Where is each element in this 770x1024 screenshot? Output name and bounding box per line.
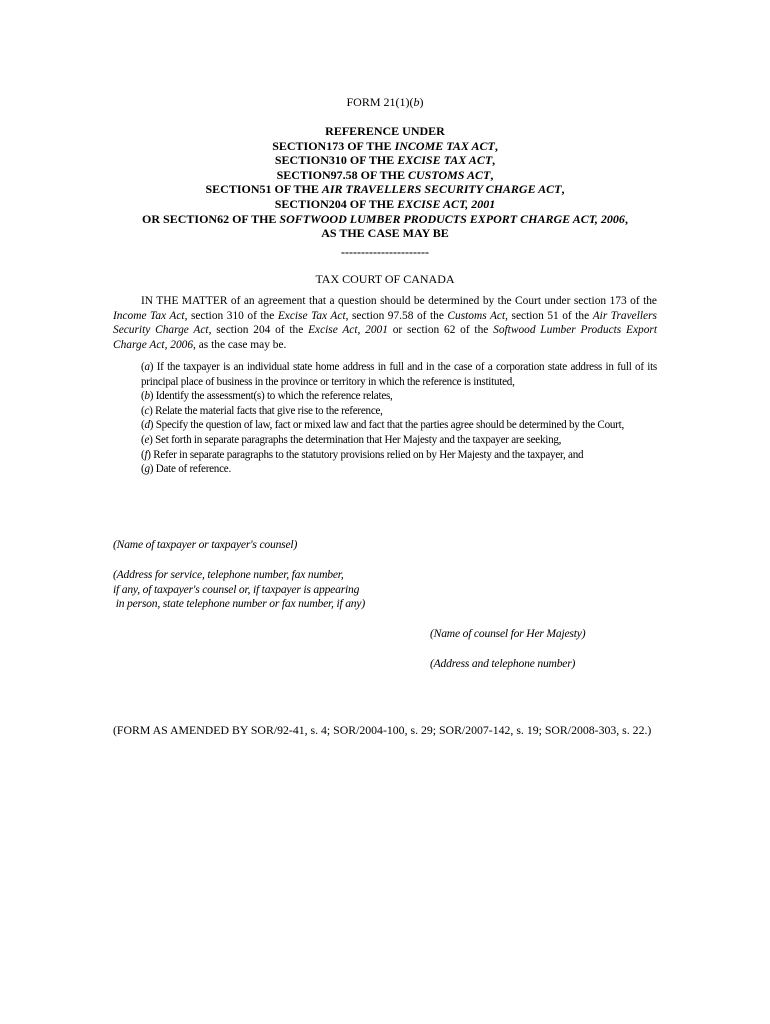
form-heading: [0, 124, 770, 259]
heading-line-5: SECTION51 OF THE AIR TRAVELLERS SECURITY CHARGE ACT,: [205, 182, 565, 197]
list-item: (e) Set forth in separate paragraphs the determination that Her Majesty and the taxpayer are seeking,: [141, 433, 562, 446]
list-item: (f) Refer in separate paragraphs to the statutory provisions relied on by Her Majesty and the taxpayer, and: [141, 448, 584, 461]
taxpayer-name-caption: (Name of taxpayer or taxpayer's counsel): [113, 538, 298, 551]
list-item: (a) If the taxpayer is an individual state home address in full and in the case of a corporation state address in full of its principal place of business in the province or territory in which the reference is instituted,: [141, 361, 657, 388]
crown-counsel-caption: (Name of counsel for Her Majesty): [430, 627, 586, 640]
court-name: TAX COURT OF CANADA: [315, 272, 455, 286]
heading-line-6: SECTION204 OF THE EXCISE ACT, 2001: [274, 196, 496, 211]
instruction-list: [141, 360, 661, 477]
heading-line-2: SECTION173 OF THE INCOME TAX ACT,: [272, 138, 498, 153]
list-item: (g) Date of reference.: [141, 463, 231, 476]
list-item: (d) Specify the question of law, fact or mixed law and fact that the parties agree should be determined by the Court,: [141, 419, 624, 432]
heading-line-3: SECTION310 OF THE EXCISE TAX ACT,: [274, 153, 496, 168]
heading-line-7: OR SECTION62 OF THE SOFTWOOD LUMBER PRODUCTS EXPORT CHARGE ACT, 2006,: [142, 211, 628, 226]
heading-line-4: SECTION97.58 OF THE CUSTOMS ACT,: [276, 167, 494, 182]
amendment-note: (FORM AS AMENDED BY SOR/92-41, s. 4; SOR/2004-100, s. 29; SOR/2007-142, s. 19; SOR/2008-303, s. 22.): [113, 723, 652, 737]
heading-line-8: AS THE CASE MAY BE: [321, 226, 449, 241]
list-item: (b) Identify the assessment(s) to which the reference relates,: [141, 390, 393, 403]
form-number: FORM 21(1)(b): [346, 95, 424, 109]
list-item: (c) Relate the material facts that give rise to the reference,: [141, 404, 383, 417]
heading-separator: ----------------------: [341, 244, 429, 259]
heading-line-1: REFERENCE UNDER: [325, 124, 445, 138]
intro-paragraph: IN THE MATTER of an agreement that a question should be determined by the Court under section 173 of the Income Tax Act, section 310 of the Excise Tax Act, section 97.58 of the Customs Act, section 51 of the Air Travellers Security Charge Act, section 204 of the Excise Act, 2001 or section 62 of the Softwood Lumber Products Export Charge Act, 2006, as the case may be.: [113, 295, 657, 351]
crown-address-caption: (Address and telephone number): [430, 657, 576, 670]
taxpayer-address-caption: (Address for service, telephone number, fax number, if any, of taxpayer's counsel or, if taxpayer is appearing in person, state telephone number or fax number, if any): [113, 568, 365, 611]
